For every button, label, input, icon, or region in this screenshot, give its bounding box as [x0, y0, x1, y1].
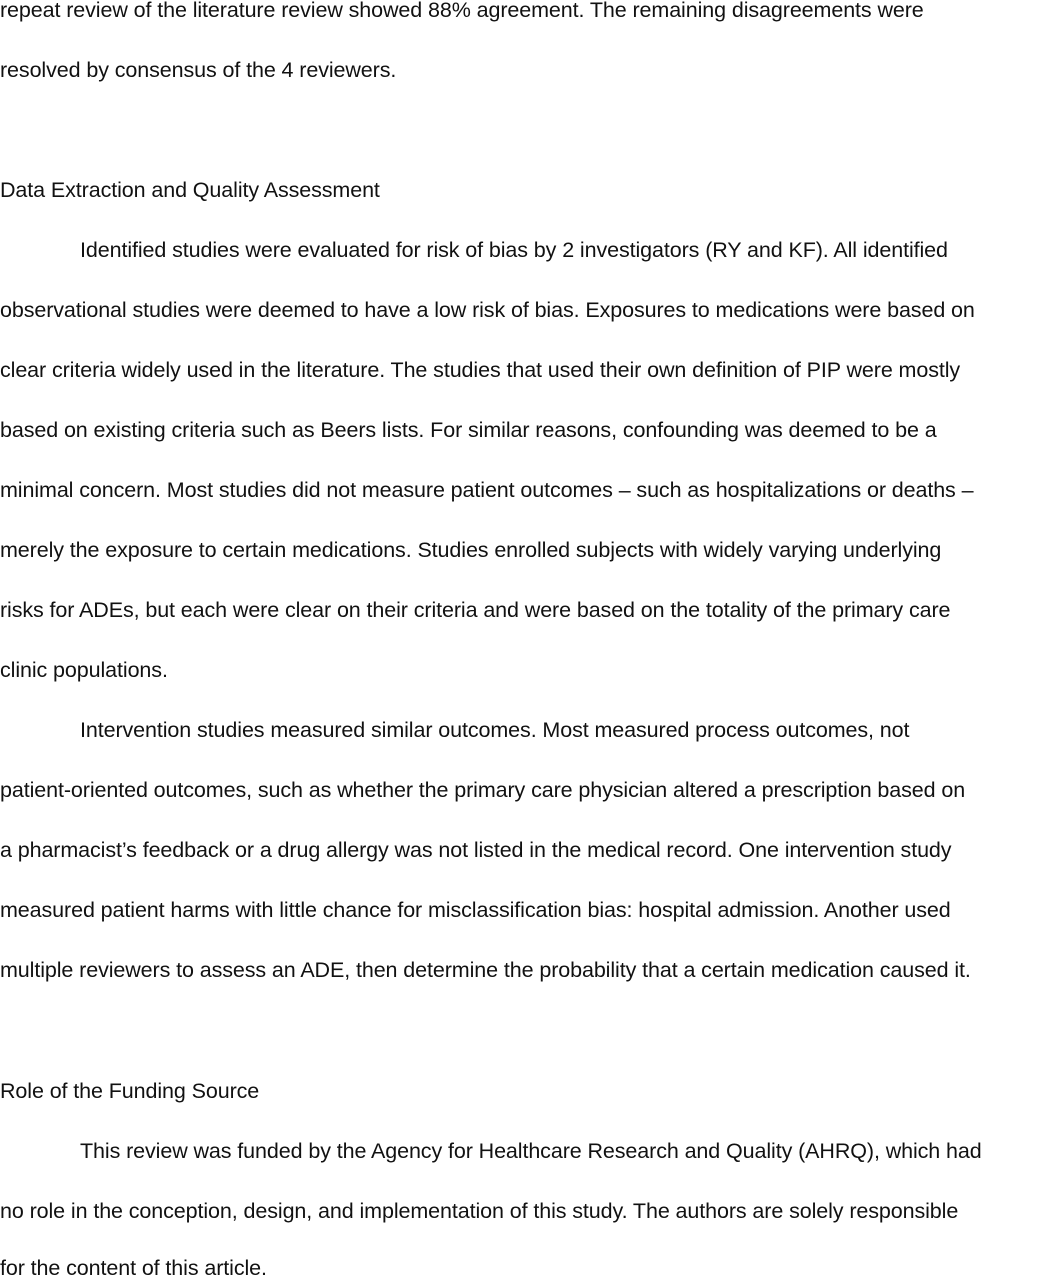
section-heading: Role of the Funding Source: [0, 1079, 260, 1103]
paragraph-line: measured patient harms with little chance for misclassification bias: hospital admission. Another used: [0, 898, 951, 922]
paragraph-line: patient-oriented outcomes, such as whether the primary care physician altered a prescription based on: [0, 778, 966, 802]
paragraph-line: clear criteria widely used in the literature. The studies that used their own definition of PIP were mostly: [0, 358, 961, 382]
paragraph-line: for the content of this article.: [0, 1256, 267, 1280]
paragraph-line: multiple reviewers to assess an ADE, then determine the probability that a certain medication caused it.: [0, 958, 971, 982]
intro-line: repeat review of the literature review showed 88% agreement. The remaining disagreements were: [0, 0, 924, 22]
paragraph-line: Identified studies were evaluated for risk of bias by 2 investigators (RY and KF). All identified: [80, 238, 948, 262]
paragraph-line: no role in the conception, design, and implementation of this study. The authors are solely responsible: [0, 1199, 959, 1223]
paragraph-line: minimal concern. Most studies did not measure patient outcomes – such as hospitalizations or deaths –: [0, 478, 974, 502]
paragraph-line: merely the exposure to certain medications. Studies enrolled subjects with widely varying underlying: [0, 538, 942, 562]
paragraph-line: This review was funded by the Agency for Healthcare Research and Quality (AHRQ), which had: [80, 1139, 982, 1163]
paragraph-line: risks for ADEs, but each were clear on their criteria and were based on the totality of the primary care: [0, 598, 951, 622]
paragraph-line: observational studies were deemed to have a low risk of bias. Exposures to medications were based on: [0, 298, 975, 322]
section-heading: Data Extraction and Quality Assessment: [0, 178, 380, 202]
intro-line: resolved by consensus of the 4 reviewers.: [0, 58, 397, 82]
paragraph-line: based on existing criteria such as Beers lists. For similar reasons, confounding was deemed to be a: [0, 418, 937, 442]
paragraph-line: a pharmacist’s feedback or a drug allergy was not listed in the medical record. One intervention study: [0, 838, 952, 862]
paragraph-line: clinic populations.: [0, 658, 168, 682]
paragraph-line: Intervention studies measured similar outcomes. Most measured process outcomes, not: [80, 718, 910, 742]
